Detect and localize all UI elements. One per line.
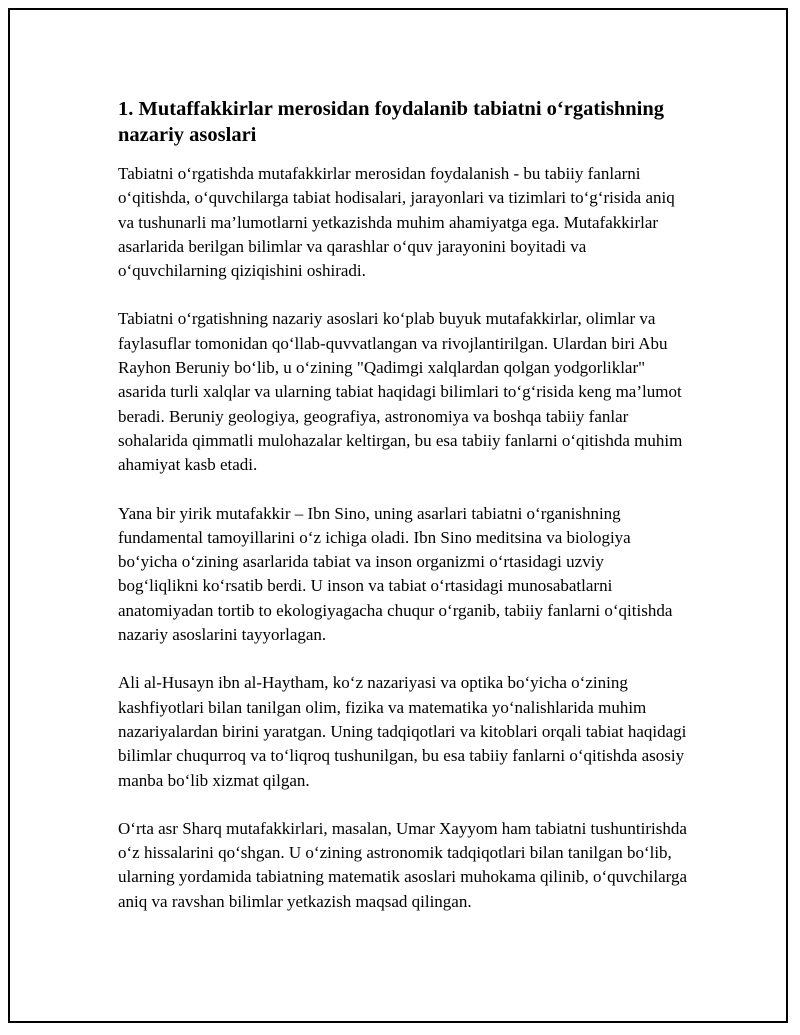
document-body	[118, 96, 688, 938]
section-heading: 1. Mutaffakkirlar merosidan foydalanib tabiatni o‘rgatishning nazariy asoslari	[118, 98, 664, 146]
paragraph-5: O‘rta asr Sharq mutafakkirlari, masalan, Umar Xayyom ham tabiatni tushuntirishda o‘z hissalarini qo‘shgan. U o‘zining astronomik tadqiqotlari bilan tanilgan bo‘lib, ularning yordamida tabiatning matematik asoslari muhokama qilinib, o‘quvchilarga aniq va ravshan bilimlar yetkazish maqsad qilingan.	[118, 818, 688, 911]
paragraph-1: Tabiatni o‘rgatishda mutafakkirlar merosidan foydalanish - bu tabiiy fanlarni o‘qitishda, o‘quvchilarga tabiat hodisalari, jarayonlari va tizimlari to‘g‘risida aniq va tushunarli ma’lumotlarni yetkazishda muhim ahamiyatga ega. Mutafakkirlar asarlarida berilgan bilimlar va qarashlar o‘quv jarayonini boyitadi va o‘quvchilarning qiziqishini oshiradi.	[118, 164, 675, 281]
paragraph-3: Yana bir yirik mutafakkir – Ibn Sino, uning asarlari tabiatni o‘rganishning fundamental tamoyillarini o‘z ichiga oladi. Ibn Sino meditsina va biologiya bo‘yicha o‘zining asarlarida tabiat va inson organizmi o‘rtasidagi uzviy bog‘liqlikni ko‘rsatib berdi. U inson va tabiat o‘rtasidagi munosabatlarni anatomiyadan tortib to ekologiyagacha chuqur o‘rganib, tabiiy fanlarni o‘qitishda nazariy asoslarini tayyorlagan.	[118, 503, 673, 645]
paragraph-4: Ali al-Husayn ibn al-Haytham, ko‘z nazariyasi va optika bo‘yicha o‘zining kashfiyotlari bilan tanilgan olim, fizika va matematika yo‘nalishlarida muhim nazariyalardan birini yaratgan. Uning tadqiqotlari va kitoblari orqali tabiat haqidagi bilimlar chuqurroq va to‘liqroq tushunilgan, bu esa tabiiy fanlarni o‘qitishda asosiy manba bo‘lib xizmat qilgan.	[118, 673, 687, 790]
paragraph-2: Tabiatni o‘rgatishning nazariy asoslari ko‘plab buyuk mutafakkirlar, olimlar va faylasuflar tomonidan qo‘llab-quvvatlangan va rivojlantirilgan. Ulardan biri Abu Rayhon Beruniy bo‘lib, u o‘zining "Qadimgi xalqlardan qolgan yodgorliklar" asarida turli xalqlar va ularning tabiat haqidagi bilimlari to‘g‘risida keng ma’lumot beradi. Beruniy geologiya, geografiya, astronomiya va boshqa tabiiy fanlar sohalarida qimmatli mulohazalar keltirgan, bu esa tabiiy fanlarni o‘qitishda muhim ahamiyat kasb etadi.	[118, 309, 683, 475]
